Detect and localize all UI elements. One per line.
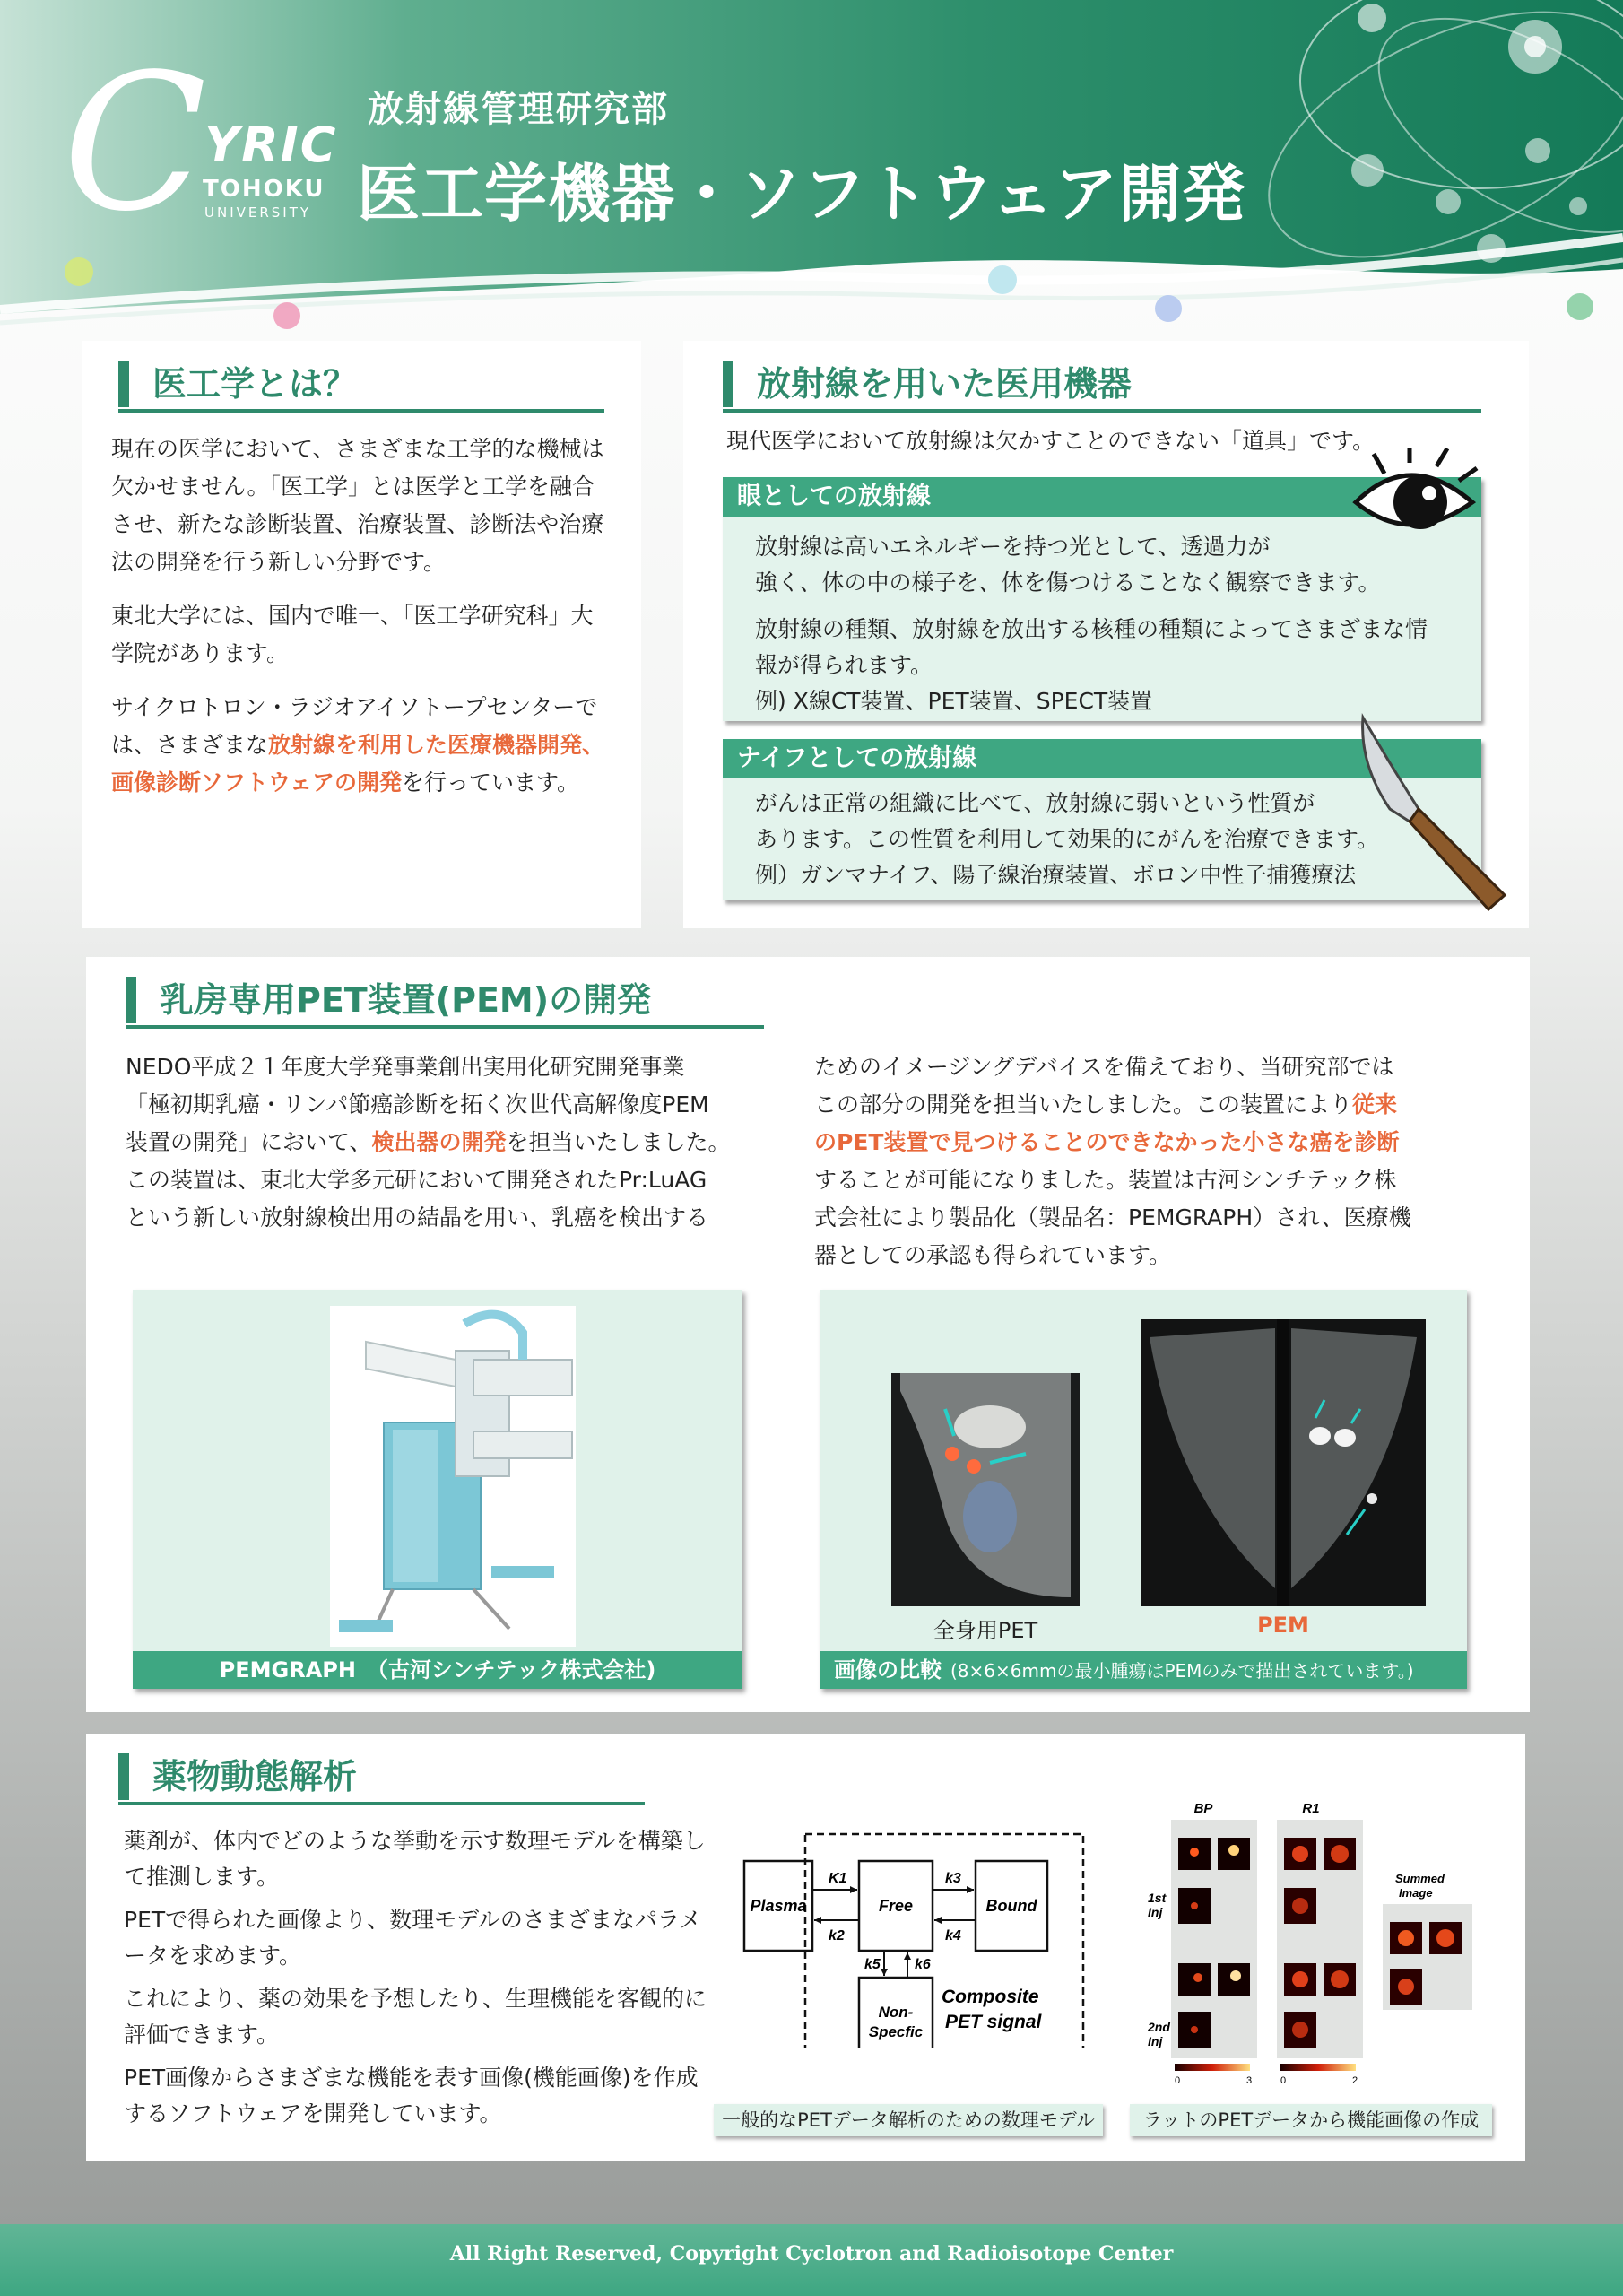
title-underline <box>118 409 604 413</box>
compartment-model-diagram <box>742 1814 1101 2048</box>
line <box>126 1124 789 1161</box>
text: この部分の開発を担当いたしました。この装置により <box>814 1091 1353 1118</box>
page-title: 医工学機器・ソフトウェア開発 <box>357 157 1246 230</box>
paragraph: 現在の医学において、さまざまな工学的な機械は欠かせません。「医工学」とは医学と工学を融合させ、新たな診断装置、治療装置、診断法や治療法の開発を行う新しい分野です。 <box>111 436 604 575</box>
nonspecific-label-1: Non- <box>878 2004 914 2021</box>
highlight-line: のPET装置で見つけることのできなかった小さな癌を診断 <box>814 1129 1400 1155</box>
scale-max-1: 3 <box>1246 2075 1253 2085</box>
inj2-label-a: 2nd <box>1148 2020 1170 2034</box>
r1-label: R1 <box>1302 1801 1320 1816</box>
line: 器としての承認も得られています。 <box>814 1242 1172 1268</box>
section-medical-engineering <box>82 341 641 928</box>
title-underline <box>118 1802 645 1805</box>
section-body <box>111 430 613 818</box>
device-photo-box <box>133 1290 742 1689</box>
scale-max-2: 2 <box>1352 2075 1358 2085</box>
highlight-text: 検出器の開発 <box>371 1129 507 1155</box>
highlight-text: 放射線を利用した医療機器開発、画像診断ソフトウェアの開発 <box>111 732 605 796</box>
footer <box>0 2224 1623 2296</box>
section-pharmacokinetics <box>86 1734 1525 2161</box>
nonspecific-label-2: Specfic <box>868 2023 924 2040</box>
eye-box-body <box>755 529 1428 719</box>
line: 「極初期乳癌・リンパ節癌診断を拓く次世代高解像度PEM <box>126 1091 709 1118</box>
inj1-label-b: Inj <box>1148 1905 1163 1919</box>
knife-icon <box>1354 710 1515 917</box>
whole-body-pet-image <box>891 1373 1080 1606</box>
section-body <box>124 1823 716 2139</box>
inj2-label-b: Inj <box>1148 2034 1163 2048</box>
eye-icon <box>1347 448 1481 547</box>
line: この装置は、東北大学多元研において開発されたPr:LuAG <box>126 1167 707 1193</box>
comparison-caption <box>820 1651 1467 1689</box>
title-underline <box>126 1025 764 1029</box>
caption-note: (8×6×6mmの最小腫瘍はPEMのみで描出されています。) <box>950 1660 1414 1682</box>
title-underline <box>723 409 1481 413</box>
rate-k3: k3 <box>945 1871 961 1886</box>
rate-k5: k5 <box>864 1957 881 1972</box>
line <box>814 1086 1496 1124</box>
knife-box-heading: ナイフとしての放射線 <box>723 739 1481 778</box>
rate-k1: K1 <box>829 1871 847 1886</box>
rate-k4: k4 <box>945 1928 961 1944</box>
pem-text-right <box>814 1048 1496 1274</box>
line: 例) X線CT装置、PET装置、SPECT装置 <box>755 688 1153 714</box>
paragraph: PETで得られた画像より、数理モデルのさまざまなパラメータを求めます。 <box>124 1907 702 1969</box>
highlight-text: 従来 <box>1352 1091 1398 1118</box>
text: 装置の開発」において、 <box>126 1129 372 1155</box>
intro-text: 現代医学において放射線は欠かすことのできない「道具」です。 <box>726 428 1376 454</box>
pem-image <box>1141 1319 1426 1606</box>
line: 放射線の種類、放射線を放出する核種の種類によってさまざまな情 <box>755 616 1428 642</box>
device-caption: PEMGRAPH （古河シンチテック株式会社) <box>133 1651 742 1689</box>
header-banner <box>0 0 1623 341</box>
line: 強く、体の中の様子を、体を傷つけることなく観察できます。 <box>755 570 1381 596</box>
line: ためのイメージングデバイスを備えており、当研究部では <box>814 1054 1394 1080</box>
line: することが可能になりました。装置は古河シンチテック株 <box>814 1167 1397 1193</box>
line: 報が得られます。 <box>755 652 933 678</box>
pem-label: PEM <box>1257 1613 1309 1638</box>
line: という新しい放射線検出用の結晶を用い、乳癌を検出する <box>126 1205 709 1231</box>
inj1-label-a: 1st <box>1148 1891 1167 1905</box>
rate-k6: k6 <box>915 1957 931 1972</box>
paragraph: PET画像からさまざまな機能を表す画像(機能画像)を作成するソフトウェアを開発しています。 <box>124 2065 699 2126</box>
section-title: 乳房専用PET装置(PEM)の開発 <box>126 977 651 1023</box>
section-title: 医工学とは？ <box>118 361 357 407</box>
scale-zero-1: 0 <box>1175 2075 1181 2085</box>
paragraph: これにより、薬の効果を予想したり、生理機能を客観的に評価できます。 <box>124 1986 707 2048</box>
pet-label: 全身用PET <box>933 1618 1038 1643</box>
plasma-label: Plasma <box>750 1897 807 1915</box>
section-pem-development <box>86 957 1530 1712</box>
composite-label-1: Composite <box>942 1987 1039 2007</box>
section-title: 薬物動態解析 <box>118 1753 357 1800</box>
caption-title: 画像の比較 <box>834 1657 942 1683</box>
line: がんは正常の組織に比べて、放射線に弱いという性質が <box>755 790 1315 816</box>
section-radiation-devices <box>683 341 1529 928</box>
rat-image-caption: ラットのPETデータから機能画像の作成 <box>1130 2104 1492 2136</box>
logo-text-university: UNIVERSITY <box>204 204 312 221</box>
pem-text-left <box>126 1048 789 1237</box>
functional-image-grid <box>1135 1798 1494 2085</box>
copyright-text: All Right Reserved, Copyright Cyclotron and Radioisotope Center <box>449 2242 1174 2266</box>
logo-letter-c: C <box>63 33 207 253</box>
summed-label-2: Image <box>1399 1886 1433 1900</box>
line: 放射線は高いエネルギーを持つ光として、透過力が <box>755 534 1271 560</box>
section-title: 放射線を用いた医用機器 <box>723 361 1132 407</box>
free-label: Free <box>878 1897 914 1915</box>
line: NEDO平成２１年度大学発事業創出実用化研究開発事業 <box>126 1054 685 1080</box>
line: 式会社により製品化（製品名：PEMGRAPH）され、医療機 <box>814 1205 1411 1231</box>
image-comparison-box <box>820 1290 1467 1689</box>
logo-text-tohoku: TOHOKU <box>203 176 325 203</box>
logo-text-yric: YRIC <box>204 117 338 173</box>
pemgraph-device-image <box>330 1306 576 1647</box>
knife-box-body <box>755 786 1379 893</box>
paragraph <box>111 689 613 802</box>
line: 例）ガンマナイフ、陽子線治療装置、ボロン中性子捕獲療法 <box>755 862 1357 888</box>
paragraph: 東北大学には、国内で唯一、「医工学研究科」大学院があります。 <box>111 603 594 666</box>
scale-zero-2: 0 <box>1280 2075 1287 2085</box>
paragraph: 薬剤が、体内でどのような挙動を示す数理モデルを構築して推測します。 <box>124 1828 706 1890</box>
model-caption: 一般的なPETデータ解析のための数理モデル <box>714 2104 1103 2136</box>
summed-label-1: Summed <box>1395 1872 1445 1885</box>
text: サイクロトロン・ラジオアイソトープセンターでは、さまざまな <box>111 694 598 758</box>
eye-box-heading: 眼としての放射線 <box>723 477 1481 517</box>
text: を担当いたしました。 <box>506 1129 731 1155</box>
line: あります。この性質を利用して効果的にがんを治療できます。 <box>755 826 1380 852</box>
bp-label: BP <box>1193 1801 1213 1816</box>
composite-label-2: PET signal <box>945 2012 1042 2032</box>
bound-label: Bound <box>985 1897 1037 1915</box>
rate-k2: k2 <box>829 1928 845 1944</box>
text: を行っています。 <box>402 770 580 796</box>
department-name: 放射線管理研究部 <box>368 89 669 130</box>
